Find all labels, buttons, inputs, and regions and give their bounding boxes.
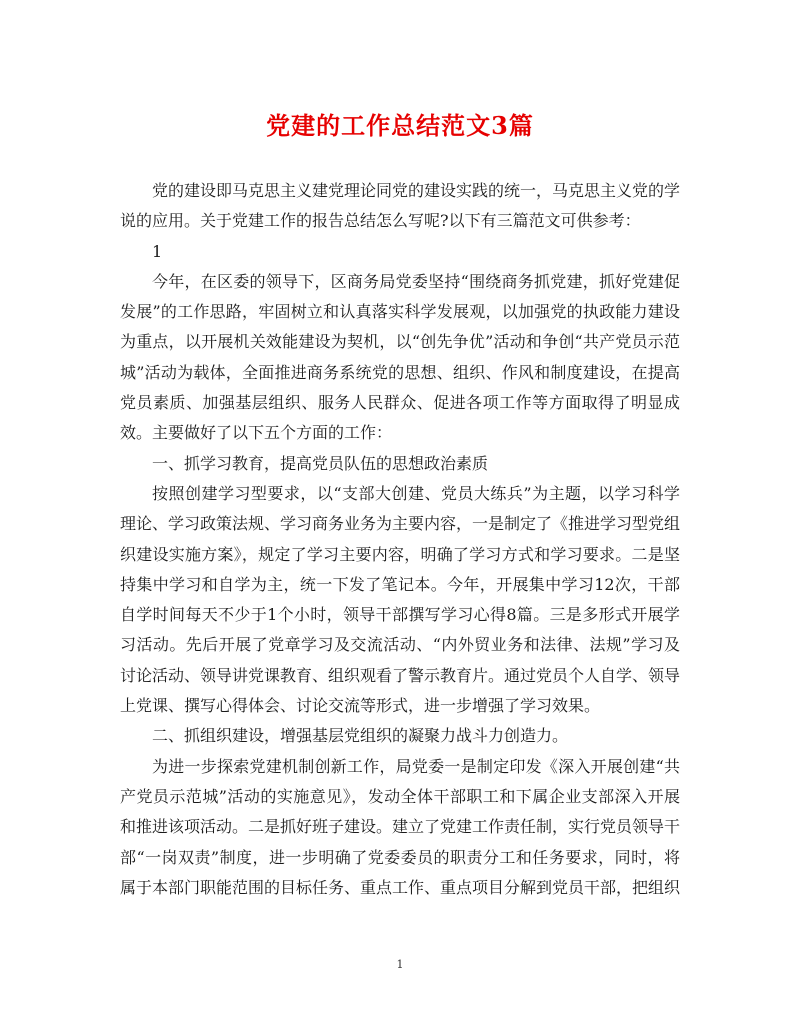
intro-paragraph: 党的建设即马克思主义建党理论同党的建设实践的统一，马克思主义党的学说的应用。关于党建工作的报告总结怎么写呢?以下有三篇范文可供参考： — [120, 181, 681, 231]
document-body — [120, 176, 680, 903]
section-heading-1: 一、抓学习教育，提高党员队伍的思想政治素质 — [152, 453, 489, 473]
body-paragraph: 为进一步探索党建机制创新工作，局党委一是制定印发《深入开展创建“共产党员示范城”活动的实施意见》，发动全体干部职工和下属企业支部深入开展和推进该项活动。二是抓好班子建设。建立了党建工作责任制，实行党员领导干部“一岗双责”制度，进一步明确了党委委员的职责分工和任务要求，同时，将属于本部门职能范围的目标任务、重点工作、重点项目分解到党员干部，把组织 — [120, 756, 681, 897]
body-paragraph: 今年，在区委的领导下，区商务局党委坚持“围绕商务抓党建，抓好党建促发展”的工作思路，牢固树立和认真落实科学发展观，以加强党的执政能力建设为重点，以开展机关效能建设为契机，以“创先争优”活动和争创“共产党员示范城”活动为载体，全面推进商务系统党的思想、组织、作风和制度建设，在提高党员素质、加强基层组织、服务人民群众、促进各项工作等方面取得了明显成效。主要做好了以下五个方面的工作： — [120, 271, 680, 443]
body-paragraph: 按照创建学习型要求，以“支部大创建、党员大练兵”为主题，以学习科学理论、学习政策法规、学习商务业务为主要内容，一是制定了《推进学习型党组织建设实施方案》，规定了学习主要内容，明确了学习方式和学习要求。二是坚持集中学习和自学为主，统一下发了笔记本。今年，开展集中学习12次，干部自学时间每天不少于1个小时，领导干部撰写学习心得8篇。三是多形式开展学习活动。先后开展了党章学习及交流活动、“内外贸业务和法律、法规”学习及讨论活动、领导讲党课教育、组织观看了警示教育片。通过党员个人自学、领导上党课、撰写心得体会、讨论交流等形式，进一步增强了学习效果。 — [120, 483, 681, 716]
document-title: 党建的工作总结范文3篇 — [266, 111, 534, 140]
page-number: 1 — [396, 958, 404, 971]
section-heading-2: 二、抓组织建设，增强基层党组织的凝聚力战斗力创造力。 — [152, 726, 569, 746]
section-number: 1 — [152, 241, 163, 261]
